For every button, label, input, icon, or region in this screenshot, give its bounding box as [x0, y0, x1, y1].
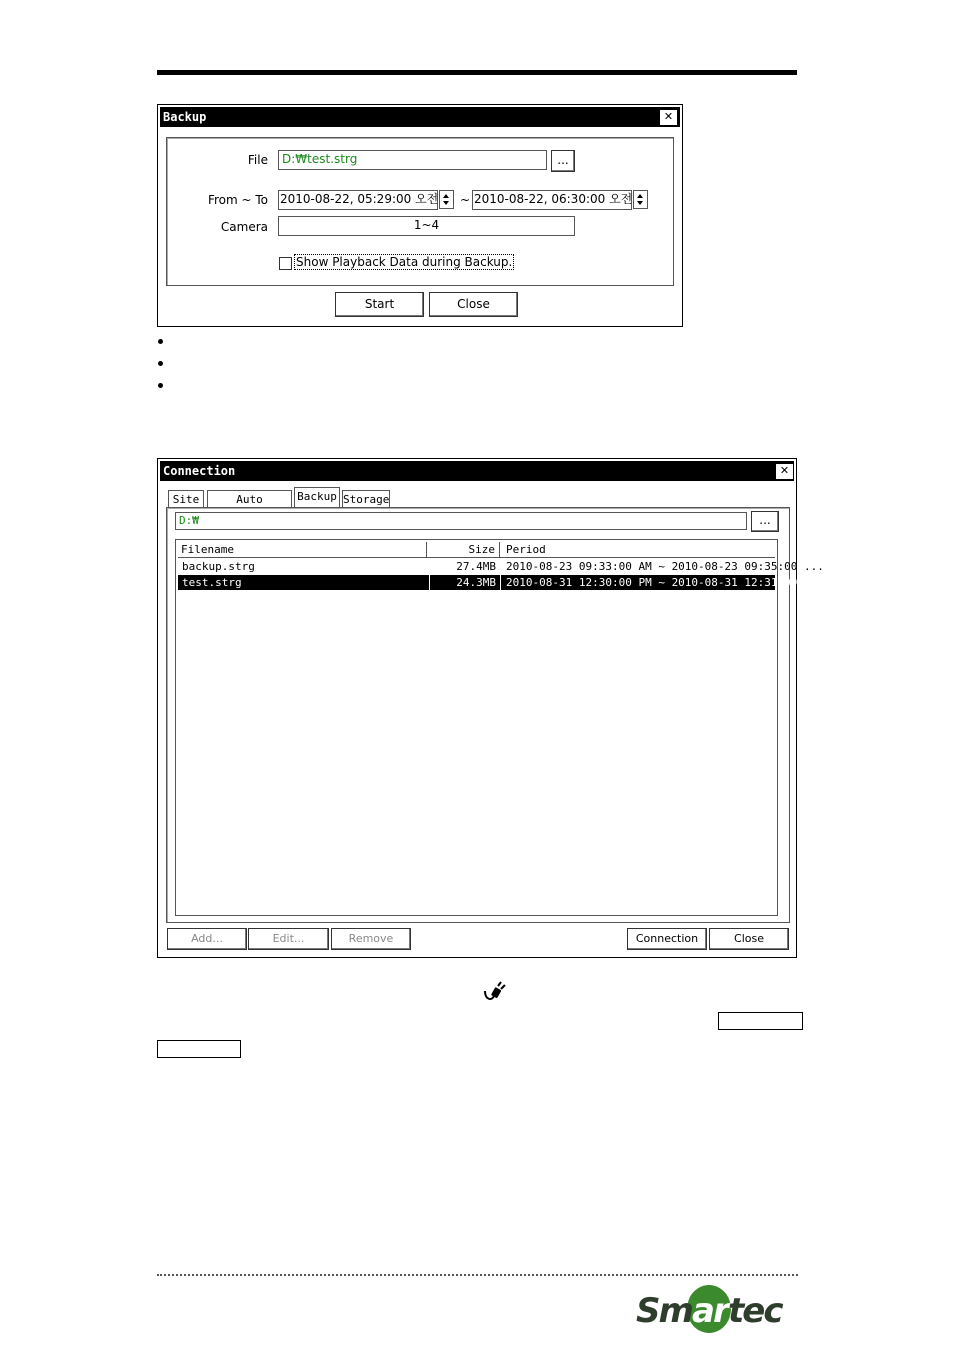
- svg-text:Sm: Sm: [636, 1291, 692, 1331]
- svg-text:tec: tec: [728, 1291, 782, 1331]
- add-button[interactable]: Add...: [167, 928, 247, 950]
- spin-down-icon[interactable]: [443, 201, 449, 205]
- connection-button[interactable]: Connection: [627, 928, 707, 950]
- from-to-label: From ~ To: [207, 193, 268, 207]
- bullet-point: [158, 361, 163, 366]
- show-playback-checkbox[interactable]: [279, 257, 292, 270]
- row-filename: test.strg: [182, 576, 242, 589]
- path-browse-button[interactable]: ...: [751, 511, 779, 532]
- tab-site[interactable]: Site: [168, 490, 204, 507]
- start-button[interactable]: Start: [335, 292, 424, 317]
- plug-icon: [482, 981, 506, 1003]
- table-row[interactable]: [178, 559, 824, 574]
- column-header-period[interactable]: Period: [506, 543, 546, 556]
- show-playback-label[interactable]: Show Playback Data during Backup.: [296, 255, 513, 269]
- row-period: 2010-08-31 12:30:00 PM ~ 2010-08-31 12:31:00 PM: [506, 576, 818, 589]
- row-filename: backup.strg: [182, 560, 255, 573]
- column-divider: [429, 575, 430, 590]
- backup-dialog: [157, 104, 683, 327]
- from-datetime-spinner[interactable]: [439, 190, 454, 209]
- connection-dialog: [157, 458, 824, 958]
- inline-button-reference: [718, 1012, 803, 1030]
- tab-backup[interactable]: Backup: [294, 487, 340, 507]
- backup-path-input[interactable]: D:₩: [175, 512, 747, 530]
- tab-auto-detection[interactable]: Auto: [207, 490, 292, 507]
- file-label: File: [247, 153, 268, 167]
- spin-up-icon[interactable]: [637, 194, 643, 198]
- connection-dialog-title: Connection: [163, 464, 236, 478]
- footer-rule: [157, 1274, 798, 1276]
- backup-file-list[interactable]: [175, 539, 824, 916]
- tab-storage[interactable]: Storage: [342, 490, 390, 507]
- table-row-selected[interactable]: [178, 575, 818, 590]
- range-separator: ~: [460, 193, 471, 207]
- remove-button[interactable]: Remove: [331, 928, 411, 950]
- column-header-size[interactable]: Size: [428, 542, 500, 557]
- file-path-input[interactable]: D:₩test.strg: [278, 150, 547, 170]
- list-body: [178, 559, 824, 599]
- bullet-point: [158, 339, 163, 344]
- inline-button-reference: [157, 1040, 241, 1058]
- column-divider: [500, 575, 501, 590]
- spin-down-icon[interactable]: [637, 201, 643, 205]
- list-header: [178, 542, 775, 558]
- file-browse-button[interactable]: ...: [551, 150, 575, 172]
- camera-select[interactable]: 1~4: [278, 216, 575, 236]
- backup-dialog-title: Backup: [163, 110, 207, 124]
- backup-dialog-titlebar: [160, 107, 680, 127]
- spin-up-icon[interactable]: [443, 194, 449, 198]
- close-button[interactable]: Close: [429, 292, 518, 317]
- connection-dialog-titlebar: [160, 461, 794, 481]
- close-icon[interactable]: ✕: [776, 464, 793, 479]
- close-button[interactable]: Close: [709, 928, 789, 950]
- to-datetime-input[interactable]: 2010-08-22, 06:30:00 오전: [472, 190, 632, 210]
- header-rule: [157, 70, 797, 75]
- edit-button[interactable]: Edit...: [248, 928, 329, 950]
- row-size: 24.3MB: [456, 576, 496, 589]
- tab-strip: [168, 490, 788, 508]
- bullet-point: [158, 383, 163, 388]
- row-period: 2010-08-23 09:33:00 AM ~ 2010-08-23 09:35:00 ...: [506, 560, 824, 573]
- column-header-filename[interactable]: Filename: [178, 542, 427, 557]
- svg-text:ar: ar: [692, 1291, 728, 1331]
- row-size: 27.4MB: [456, 560, 496, 573]
- close-icon[interactable]: ✕: [660, 110, 677, 125]
- camera-label: Camera: [220, 220, 268, 234]
- to-datetime-spinner[interactable]: [633, 190, 648, 209]
- from-datetime-input[interactable]: 2010-08-22, 05:29:00 오전: [278, 190, 438, 210]
- smartec-logo: [634, 1282, 782, 1336]
